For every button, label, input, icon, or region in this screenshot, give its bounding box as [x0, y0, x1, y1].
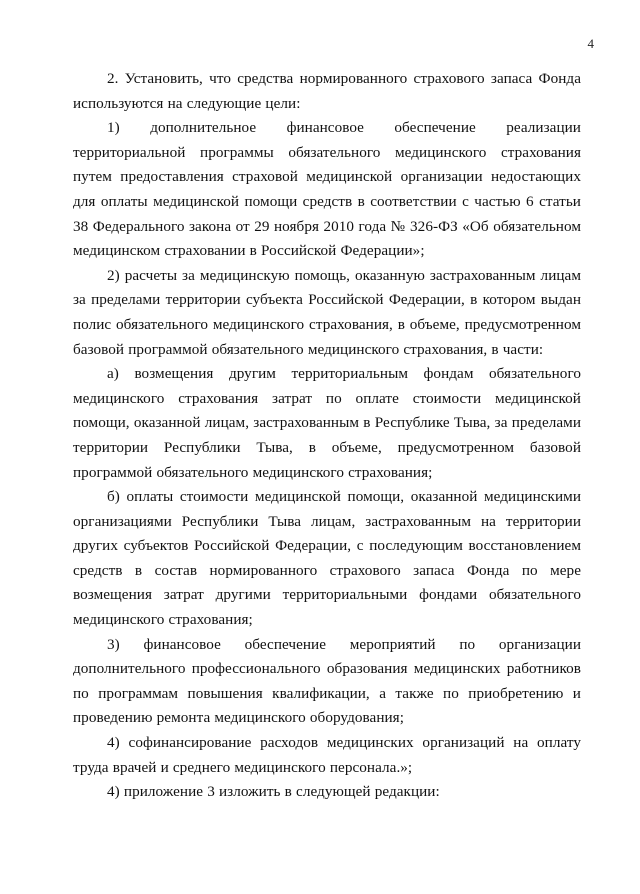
paragraph-item-4: 4) софинансирование расходов медицинских организаций на оплату труда врачей и среднего медицинского персонала.»;: [73, 734, 581, 776]
paragraph-intro: 2. Установить, что средства нормированного страхового запаса Фонда используются на следующие цели:: [73, 70, 581, 112]
paragraph-subitem-a: а) возмещения другим территориальным фондам обязательного медицинского страхования затрат по оплате стоимости медицинской помощи, оказанной лицам, застрахованным в Республике Тыва, за пределами территории Республики Тыва, в объеме, предусмотренном базовой программой обязательного медицинского страхования;: [73, 365, 581, 481]
paragraph-appendix-3: 4) приложение 3 изложить в следующей редакции:: [107, 783, 440, 801]
page-number: 4: [587, 36, 594, 51]
paragraph-item-1: 1) дополнительное финансовое обеспечение реализации территориальной программы обязательного медицинского страхования путем предоставления страховой медицинской организации недостающих для оплаты медицинской помощи средств в соответствии с частью 6 статьи 38 Федерального закона от 29 ноября 2010 года № 326-ФЗ «Об обязательном медицинском страховании в Российской Федерации»;: [73, 119, 581, 260]
paragraph-item-3: 3) финансовое обеспечение мероприятий по организации дополнительного профессионального образования медицинских работников по программам повышения квалификации, а также по приобретению и проведению ремонта медицинского оборудования;: [73, 635, 581, 727]
document-body: [73, 67, 581, 805]
paragraph-item-2: 2) расчеты за медицинскую помощь, оказанную застрахованным лицам за пределами территории субъекта Российской Федерации, в котором выдан полис обязательного медицинского страхования, в объеме, предусмотренном базовой программой обязательного медицинского страхования, в части:: [73, 266, 581, 358]
paragraph-subitem-b: б) оплаты стоимости медицинской помощи, оказанной медицинскими организациями Республики Тыва лицам, застрахованным на территории других субъектов Российской Федерации, с последующим восстановлением средств в состав нормированного страхового запаса Фонда по мере возмещения затрат другими территориальными фондами обязательного медицинского страхования;: [73, 488, 581, 629]
